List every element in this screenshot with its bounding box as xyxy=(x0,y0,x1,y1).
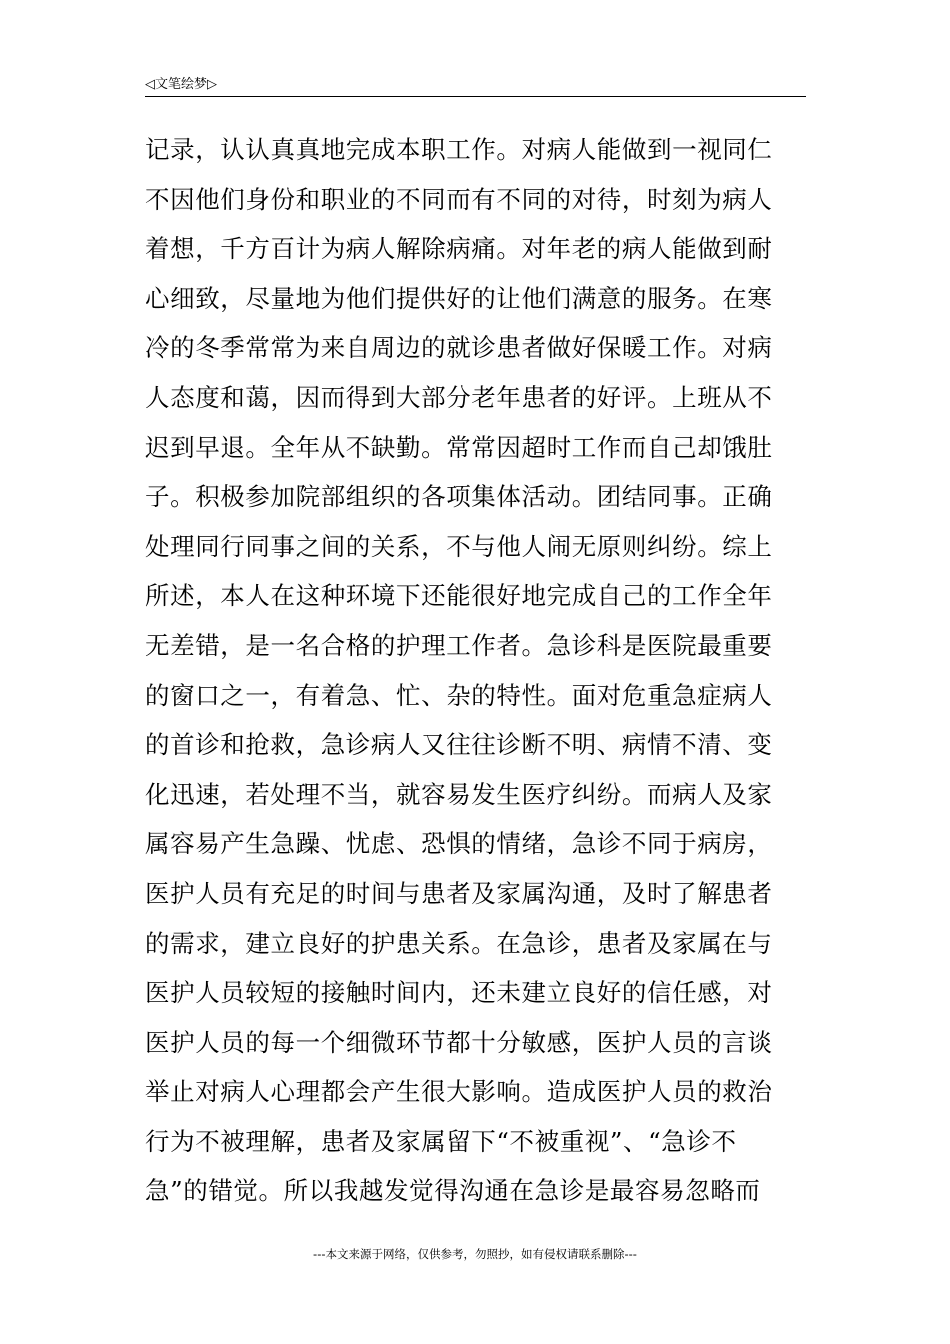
text-line: 记录，认认真真地完成本职工作。对病人能做到一视同仁 xyxy=(145,135,773,164)
text-line: 的窗口之一，有着急、忙、杂的特性。面对危重急症病人 xyxy=(145,680,773,710)
text-line: 人态度和蔼，因而得到大部分老年患者的好评。上班从不 xyxy=(145,382,773,412)
text-line: 冷的冬季常常为来自周边的就诊患者做好保暖工作。对病 xyxy=(145,333,773,363)
text-line: 所述，本人在这种环境下还能很好地完成自己的工作全年 xyxy=(145,581,773,611)
text-line: 举止对病人心理都会产生很大影响。造成医护人员的救治 xyxy=(145,1077,773,1107)
text-line: 的需求，建立良好的护患关系。在急诊，患者及家属在与 xyxy=(145,928,773,958)
text-line: 医护人员的每一个细微环节都十分敏感，医护人员的言谈 xyxy=(145,1027,773,1057)
text-line: 心细致，尽量地为他们提供好的让他们满意的服务。在寒 xyxy=(145,283,773,313)
text-line: 医护人员有充足的时间与患者及家属沟通，及时了解患者 xyxy=(145,878,773,908)
page-header: ◁文笔绘梦▷ xyxy=(145,77,217,92)
text-line: 着想，千方百计为病人解除病痛。对年老的病人能做到耐 xyxy=(145,234,773,264)
text-line: 不因他们身份和职业的不同而有不同的对待，时刻为病人 xyxy=(145,184,773,214)
text-line: 属容易产生急躁、忧虑、恐惧的情绪，急诊不同于病房， xyxy=(145,829,773,859)
text-line: 迟到早退。全年从不缺勤。常常因超时工作而自己却饿肚 xyxy=(145,432,773,462)
page-footer-notice: ---本文来源于网络，仅供参考，勿照抄，如有侵权请联系删除--- xyxy=(313,1247,637,1261)
document-body xyxy=(145,125,815,1216)
text-line: 医护人员较短的接触时间内，还未建立良好的信任感，对 xyxy=(145,978,773,1008)
text-line: 无差错，是一名合格的护理工作者。急诊科是医院最重要 xyxy=(145,630,773,660)
text-line: 急”的错觉。所以我越发觉得沟通在急诊是最容易忽略而 xyxy=(145,1176,761,1206)
text-line: 化迅速，若处理不当，就容易发生医疗纠纷。而病人及家 xyxy=(145,779,773,809)
text-line: 行为不被理解，患者及家属留下“不被重视”、“急诊不 xyxy=(145,1126,737,1156)
text-line: 的首诊和抢救，急诊病人又往往诊断不明、病情不清、变 xyxy=(145,730,773,760)
text-line: 处理同行同事之间的关系，不与他人闹无原则纠纷。综上 xyxy=(145,531,773,561)
text-line: 子。积极参加院部组织的各项集体活动。团结同事。正确 xyxy=(145,482,773,512)
header-divider xyxy=(145,96,806,97)
